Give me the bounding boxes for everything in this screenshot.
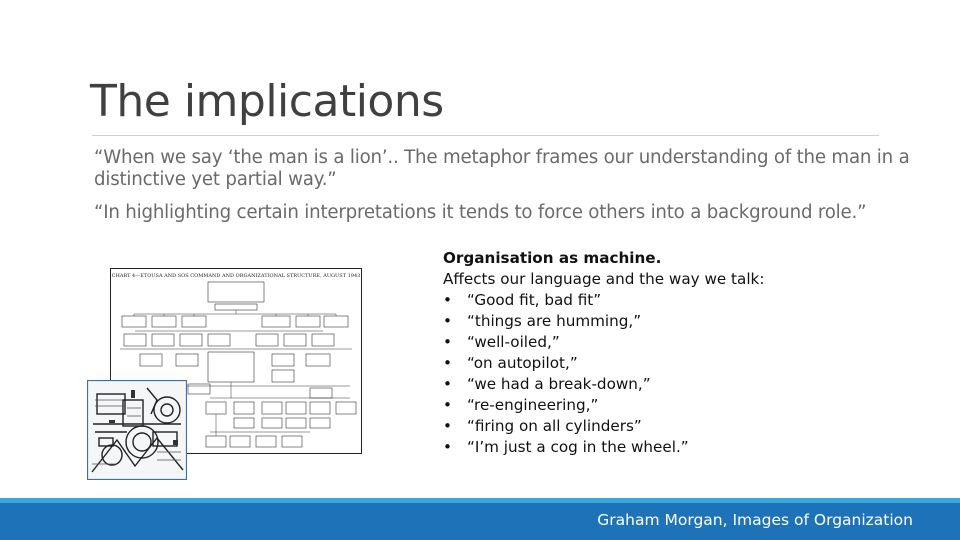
- title-divider: [92, 135, 879, 136]
- bullet-icon: •: [443, 333, 452, 351]
- list-item: • “well-oiled,”: [443, 333, 560, 351]
- quote-1: “When we say ‘the man is a lion’.. The metaphor frames our understanding of the man in a distinctive yet partial way.”: [94, 147, 910, 190]
- bullet-icon: •: [443, 375, 452, 393]
- bullet-icon: •: [443, 417, 452, 435]
- list-intro: Affects our language and the way we talk:: [443, 270, 765, 288]
- list-item: • “we had a break-down,”: [443, 375, 651, 393]
- list-item: • “I’m just a cog in the wheel.”: [443, 438, 689, 456]
- quote-2: “In highlighting certain interpretations it tends to force others into a background role.”: [94, 202, 867, 223]
- bullet-icon: •: [443, 291, 452, 309]
- footer-credit: Graham Morgan, Images of Organization: [597, 511, 913, 529]
- phrase-list: [443, 290, 764, 458]
- machine-metaphor-list: [443, 248, 764, 458]
- bullet-icon: •: [443, 354, 452, 372]
- footer-bar: [0, 503, 960, 540]
- bullet-icon: •: [443, 312, 452, 330]
- org-chart-caption: CHART 4—ETOUSA AND SOS COMMAND AND ORGANIZATIONAL STRUCTURE, AUGUST 1943: [111, 273, 361, 279]
- list-item: • “re-engineering,”: [443, 396, 599, 414]
- bullet-icon: •: [443, 438, 452, 456]
- bullet-icon: •: [443, 396, 452, 414]
- list-item: • “Good fit, bad fit”: [443, 291, 602, 309]
- list-heading: Organisation as machine.: [443, 249, 662, 267]
- list-item: • “firing on all cylinders”: [443, 417, 642, 435]
- engine-illustration: [87, 380, 187, 480]
- slide-title: The implications: [90, 76, 444, 127]
- list-item: • “things are humming,”: [443, 312, 642, 330]
- list-item: • “on autopilot,”: [443, 354, 578, 372]
